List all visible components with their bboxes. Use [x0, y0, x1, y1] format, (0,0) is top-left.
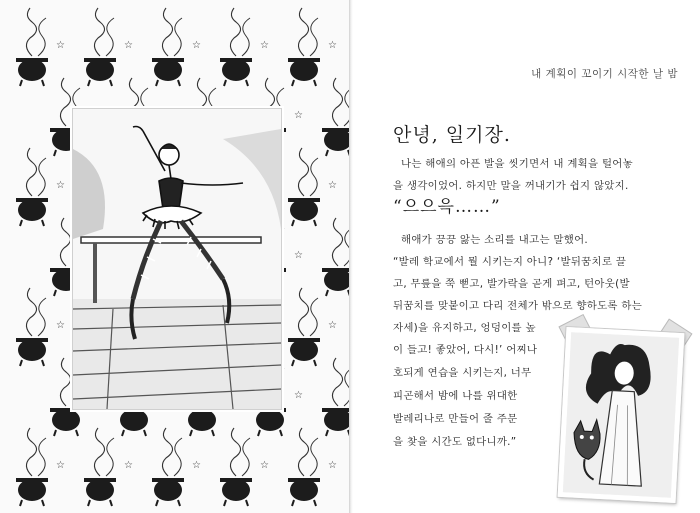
paragraph-line: “발레 학교에서 뭘 시키는지 아니? ‘발뒤꿈치로 끌 — [393, 256, 627, 268]
smoke-swirl-icon — [162, 428, 172, 476]
paragraph-line: 호되게 연습을 시키는지, 너무 — [393, 367, 532, 379]
paragraph-line: 뒤꿈치를 맞붙이고 다리 전체가 밖으로 향하도록 하는 — [393, 300, 643, 312]
star-icon: ☆ — [294, 110, 303, 121]
smoke-swirl-icon — [230, 428, 240, 476]
paragraph-line: 피곤해서 밤에 나를 위대한 — [393, 390, 518, 402]
smoke-swirl-icon — [310, 298, 318, 336]
groan-quote: “으으윽……” — [393, 197, 501, 217]
smoke-swirl-icon — [162, 8, 172, 56]
diary-greeting: 안녕, 일기장. — [393, 124, 511, 146]
smoke-swirl-icon — [94, 8, 104, 56]
cauldron-icon — [220, 58, 252, 86]
smoke-swirl-icon — [106, 438, 114, 476]
smoke-swirl-icon — [26, 428, 36, 476]
smoke-swirl-icon — [298, 8, 308, 56]
smoke-swirl-icon — [60, 78, 70, 126]
smoke-swirl-icon — [106, 18, 114, 56]
paragraph-line: 이 들고! 좋았어, 다시!’ 어찌나 — [393, 344, 538, 356]
star-icon: ☆ — [260, 460, 269, 471]
cauldron-icon — [118, 408, 150, 436]
taped-photo — [558, 327, 685, 503]
smoke-swirl-icon — [242, 18, 250, 56]
smoke-swirl-icon — [38, 158, 46, 196]
paragraph-line: 을 찾을 시간도 없다니까.” — [393, 436, 517, 448]
smoke-swirl-icon — [94, 428, 104, 476]
paragraph-line: 고, 무릎을 쭉 뻗고, 발가락을 곧게 펴고, 턴아웃(발 — [393, 278, 630, 290]
star-icon: ☆ — [56, 40, 65, 51]
paragraph-line: 나는 해애의 아픈 발을 씻기면서 내 계획을 털어놓 — [401, 158, 633, 170]
star-icon: ☆ — [56, 460, 65, 471]
cauldron-icon — [16, 58, 48, 86]
smoke-swirl-icon — [60, 358, 70, 406]
cauldron-icon — [288, 478, 320, 506]
smoke-swirl-icon — [174, 438, 182, 476]
cauldron-icon — [16, 478, 48, 506]
star-icon: ☆ — [328, 460, 337, 471]
cauldron-icon — [152, 58, 184, 86]
smoke-swirl-icon — [38, 298, 46, 336]
smoke-swirl-icon — [298, 148, 308, 196]
paragraph-line: 을 생각이었어. 하지만 말을 꺼내기가 쉽지 않았지. — [393, 180, 629, 192]
smoke-swirl-icon — [298, 288, 308, 336]
witch-cat-illustration — [558, 327, 685, 503]
ballerina-illustration — [72, 108, 282, 410]
smoke-swirl-icon — [298, 428, 308, 476]
smoke-swirl-icon — [310, 438, 318, 476]
smoke-swirl-icon — [26, 8, 36, 56]
cauldron-icon — [186, 408, 218, 436]
smoke-swirl-icon — [26, 288, 36, 336]
cauldron-icon — [254, 408, 286, 436]
star-icon: ☆ — [56, 180, 65, 191]
cauldron-icon — [16, 198, 48, 226]
cauldron-icon — [84, 478, 116, 506]
star-icon: ☆ — [328, 40, 337, 51]
cauldron-icon — [84, 58, 116, 86]
star-icon: ☆ — [56, 320, 65, 331]
star-icon: ☆ — [328, 180, 337, 191]
smoke-swirl-icon — [230, 8, 240, 56]
star-icon: ☆ — [294, 390, 303, 401]
cauldron-icon — [16, 338, 48, 366]
star-icon: ☆ — [124, 40, 133, 51]
smoke-swirl-icon — [174, 18, 182, 56]
smoke-swirl-icon — [310, 158, 318, 196]
smoke-swirl-icon — [332, 218, 342, 266]
smoke-swirl-icon — [242, 438, 250, 476]
star-icon: ☆ — [294, 250, 303, 261]
paragraph-line: 자세)을 유지하고, 엉덩이를 높 — [393, 322, 536, 334]
cauldron-icon — [220, 478, 252, 506]
smoke-swirl-icon — [38, 438, 46, 476]
paragraph-line: 해애가 끙끙 앓는 소리를 내고는 말했어. — [401, 234, 589, 246]
star-icon: ☆ — [260, 40, 269, 51]
cauldron-icon — [288, 198, 320, 226]
smoke-swirl-icon — [26, 148, 36, 196]
star-icon: ☆ — [124, 460, 133, 471]
paragraph-line: 발레리나로 만들어 줄 주문 — [393, 413, 518, 425]
smoke-swirl-icon — [332, 78, 342, 126]
smoke-swirl-icon — [38, 18, 46, 56]
cauldron-icon — [50, 408, 82, 436]
cauldron-icon — [152, 478, 184, 506]
cauldron-icon — [288, 58, 320, 86]
star-icon: ☆ — [328, 320, 337, 331]
smoke-swirl-icon — [60, 218, 70, 266]
star-icon: ☆ — [192, 40, 201, 51]
smoke-swirl-icon — [332, 358, 342, 406]
smoke-swirl-icon — [310, 18, 318, 56]
cauldron-icon — [288, 338, 320, 366]
star-icon: ☆ — [192, 460, 201, 471]
running-header: 내 계획이 꼬이기 시작한 날 밤 — [531, 68, 678, 80]
